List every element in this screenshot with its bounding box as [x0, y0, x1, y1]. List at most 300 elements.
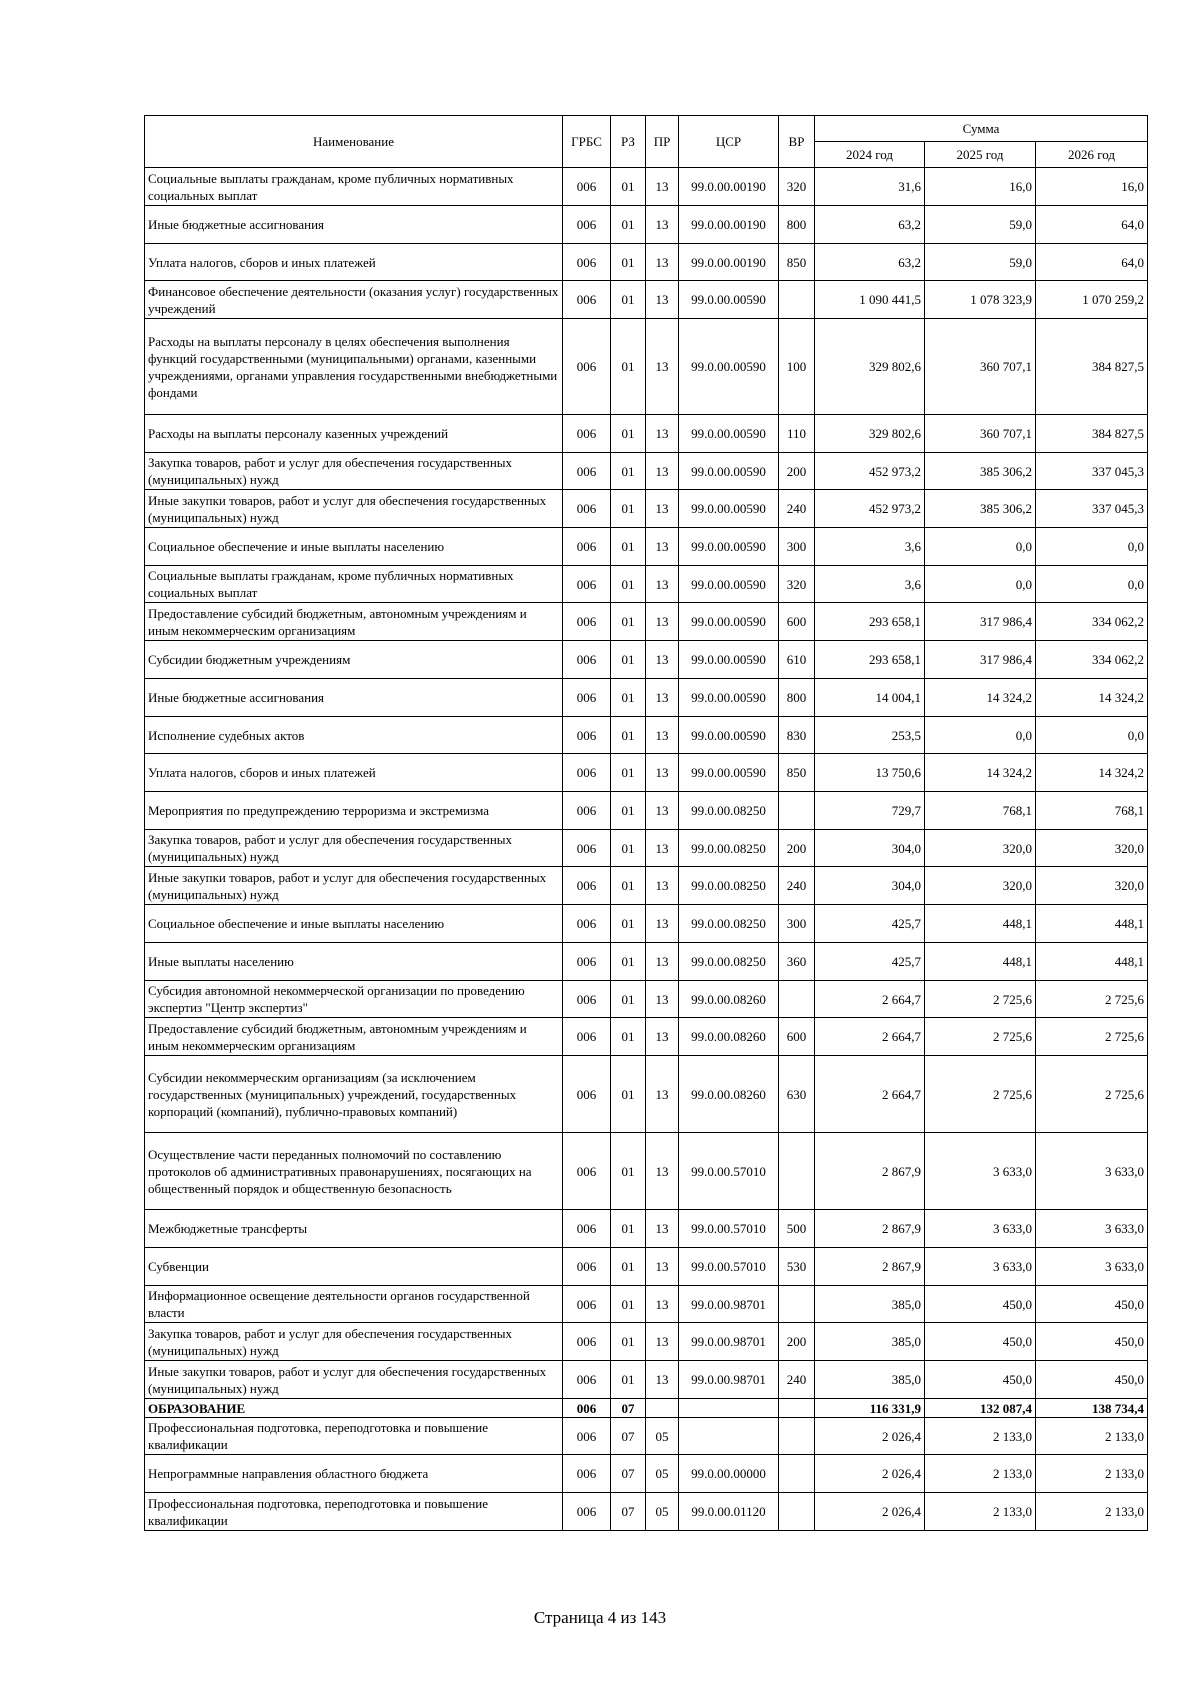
row-sum-2025: 450,0: [925, 1286, 1036, 1323]
row-sum-2024: 329 802,6: [815, 415, 925, 453]
row-csr: 99.0.00.00000: [679, 1455, 779, 1493]
row-sum-2026: 2 133,0: [1036, 1493, 1148, 1531]
row-csr: 99.0.00.00590: [679, 754, 779, 792]
row-sum-2026: 2 725,6: [1036, 1056, 1148, 1133]
table-row: [145, 603, 1148, 641]
row-grbs: 006: [563, 717, 611, 754]
row-grbs: 006: [563, 1418, 611, 1455]
row-sum-2025: 3 633,0: [925, 1248, 1036, 1286]
row-sum-2025: 59,0: [925, 206, 1036, 244]
header-vr: ВР: [779, 116, 815, 168]
row-csr: 99.0.00.00590: [679, 528, 779, 566]
row-rz: 01: [611, 1323, 646, 1361]
row-vr: [779, 1286, 815, 1323]
row-pr: 13: [646, 792, 679, 830]
row-name: Расходы на выплаты персоналу казенных учреждений: [145, 415, 563, 453]
row-name: Социальное обеспечение и иные выплаты населению: [145, 528, 563, 566]
row-csr: 99.0.00.00590: [679, 319, 779, 415]
row-vr: 600: [779, 603, 815, 641]
row-pr: 13: [646, 905, 679, 943]
table-row: [145, 206, 1148, 244]
table-body: [145, 168, 1148, 1531]
row-vr: 630: [779, 1056, 815, 1133]
row-sum-2024: 14 004,1: [815, 679, 925, 717]
row-sum-2026: 334 062,2: [1036, 641, 1148, 679]
row-pr: 13: [646, 528, 679, 566]
row-sum-2026: 450,0: [1036, 1286, 1148, 1323]
row-rz: 01: [611, 206, 646, 244]
row-sum-2025: 132 087,4: [925, 1399, 1036, 1418]
row-sum-2026: 0,0: [1036, 717, 1148, 754]
row-vr: 500: [779, 1210, 815, 1248]
row-sum-2024: 2 664,7: [815, 981, 925, 1018]
row-sum-2026: 450,0: [1036, 1323, 1148, 1361]
row-sum-2026: 2 725,6: [1036, 981, 1148, 1018]
row-rz: 01: [611, 528, 646, 566]
header-sum: Сумма: [815, 116, 1148, 142]
row-rz: 01: [611, 943, 646, 981]
row-sum-2024: 304,0: [815, 830, 925, 867]
row-name: Социальные выплаты гражданам, кроме публичных нормативных социальных выплат: [145, 168, 563, 206]
row-name: Уплата налогов, сборов и иных платежей: [145, 754, 563, 792]
row-csr: 99.0.00.08250: [679, 792, 779, 830]
row-sum-2024: 2 026,4: [815, 1493, 925, 1531]
table-header: [145, 116, 1148, 168]
table-row: [145, 754, 1148, 792]
row-sum-2025: 385 306,2: [925, 453, 1036, 490]
row-pr: 13: [646, 1248, 679, 1286]
row-name: Закупка товаров, работ и услуг для обеспечения государственных (муниципальных) нужд: [145, 830, 563, 867]
row-rz: 01: [611, 1133, 646, 1210]
row-sum-2024: 329 802,6: [815, 319, 925, 415]
table-row: [145, 1133, 1148, 1210]
row-sum-2025: 0,0: [925, 717, 1036, 754]
table-row: [145, 679, 1148, 717]
row-sum-2026: 0,0: [1036, 528, 1148, 566]
row-rz: 01: [611, 415, 646, 453]
row-grbs: 006: [563, 1210, 611, 1248]
table-row: [145, 867, 1148, 905]
row-csr: 99.0.00.00590: [679, 641, 779, 679]
row-vr: 200: [779, 1323, 815, 1361]
row-rz: 01: [611, 830, 646, 867]
row-rz: 01: [611, 319, 646, 415]
row-sum-2025: 385 306,2: [925, 490, 1036, 528]
row-grbs: 006: [563, 943, 611, 981]
row-vr: 110: [779, 415, 815, 453]
row-sum-2025: 1 078 323,9: [925, 281, 1036, 319]
row-rz: 01: [611, 754, 646, 792]
row-csr: 99.0.00.57010: [679, 1210, 779, 1248]
row-sum-2024: 2 664,7: [815, 1056, 925, 1133]
row-grbs: 006: [563, 1399, 611, 1418]
row-sum-2025: 3 633,0: [925, 1133, 1036, 1210]
row-vr: [779, 1493, 815, 1531]
row-sum-2025: 2 133,0: [925, 1455, 1036, 1493]
table-row: [145, 168, 1148, 206]
row-sum-2026: 0,0: [1036, 566, 1148, 603]
table-row: [145, 905, 1148, 943]
row-vr: 100: [779, 319, 815, 415]
row-name: Иные бюджетные ассигнования: [145, 679, 563, 717]
row-vr: 240: [779, 867, 815, 905]
row-csr: 99.0.00.98701: [679, 1323, 779, 1361]
row-sum-2024: 452 973,2: [815, 453, 925, 490]
row-vr: 320: [779, 168, 815, 206]
row-grbs: 006: [563, 641, 611, 679]
row-vr: 200: [779, 453, 815, 490]
row-name: Осуществление части переданных полномочий по составлению протоколов об административных правонарушениях, посягающих на общественный порядок и общественную безопасность: [145, 1133, 563, 1210]
row-vr: 800: [779, 206, 815, 244]
row-sum-2024: 2 867,9: [815, 1210, 925, 1248]
table-row: [145, 1018, 1148, 1056]
row-sum-2025: 317 986,4: [925, 603, 1036, 641]
row-rz: 01: [611, 168, 646, 206]
row-pr: 13: [646, 1018, 679, 1056]
row-sum-2024: 293 658,1: [815, 641, 925, 679]
row-csr: 99.0.00.08250: [679, 905, 779, 943]
row-csr: 99.0.00.00590: [679, 453, 779, 490]
row-sum-2024: 425,7: [815, 905, 925, 943]
row-sum-2026: 1 070 259,2: [1036, 281, 1148, 319]
row-sum-2024: 385,0: [815, 1286, 925, 1323]
row-grbs: 006: [563, 867, 611, 905]
row-sum-2026: 3 633,0: [1036, 1248, 1148, 1286]
row-sum-2025: 0,0: [925, 528, 1036, 566]
row-sum-2024: 63,2: [815, 244, 925, 281]
row-pr: 13: [646, 641, 679, 679]
row-sum-2025: 2 133,0: [925, 1493, 1036, 1531]
row-rz: 01: [611, 1056, 646, 1133]
row-rz: 01: [611, 717, 646, 754]
table-row: [145, 943, 1148, 981]
row-name: Субвенции: [145, 1248, 563, 1286]
row-pr: 13: [646, 453, 679, 490]
row-rz: 01: [611, 244, 646, 281]
row-grbs: 006: [563, 281, 611, 319]
row-grbs: 006: [563, 981, 611, 1018]
row-csr: 99.0.00.57010: [679, 1133, 779, 1210]
row-grbs: 006: [563, 1286, 611, 1323]
row-sum-2025: 360 707,1: [925, 415, 1036, 453]
row-pr: 13: [646, 867, 679, 905]
row-sum-2026: 450,0: [1036, 1361, 1148, 1399]
row-sum-2026: 2 725,6: [1036, 1018, 1148, 1056]
table-row: [145, 981, 1148, 1018]
row-vr: 850: [779, 244, 815, 281]
row-grbs: 006: [563, 1455, 611, 1493]
row-name: Закупка товаров, работ и услуг для обеспечения государственных (муниципальных) нужд: [145, 1323, 563, 1361]
row-sum-2025: 0,0: [925, 566, 1036, 603]
row-sum-2024: 385,0: [815, 1323, 925, 1361]
row-pr: 13: [646, 717, 679, 754]
row-grbs: 006: [563, 528, 611, 566]
table-row: [145, 1418, 1148, 1455]
row-vr: [779, 1418, 815, 1455]
row-sum-2025: 2 725,6: [925, 981, 1036, 1018]
row-name: Иные бюджетные ассигнования: [145, 206, 563, 244]
row-name: Иные закупки товаров, работ и услуг для обеспечения государственных (муниципальных) нужд: [145, 1361, 563, 1399]
row-pr: 13: [646, 415, 679, 453]
row-csr: 99.0.00.08250: [679, 867, 779, 905]
row-sum-2025: 317 986,4: [925, 641, 1036, 679]
row-sum-2026: 16,0: [1036, 168, 1148, 206]
row-vr: [779, 981, 815, 1018]
row-sum-2024: 3,6: [815, 566, 925, 603]
table-row: [145, 717, 1148, 754]
row-name: Закупка товаров, работ и услуг для обеспечения государственных (муниципальных) нужд: [145, 453, 563, 490]
row-rz: 01: [611, 641, 646, 679]
row-name: Иные выплаты населению: [145, 943, 563, 981]
row-sum-2025: 768,1: [925, 792, 1036, 830]
row-grbs: 006: [563, 1056, 611, 1133]
row-vr: 240: [779, 490, 815, 528]
table-row: [145, 453, 1148, 490]
row-grbs: 006: [563, 206, 611, 244]
row-sum-2024: 385,0: [815, 1361, 925, 1399]
row-pr: 13: [646, 1210, 679, 1248]
row-vr: 610: [779, 641, 815, 679]
row-sum-2024: 3,6: [815, 528, 925, 566]
row-name: Мероприятия по предупреждению терроризма и экстремизма: [145, 792, 563, 830]
row-rz: 07: [611, 1493, 646, 1531]
row-sum-2025: 3 633,0: [925, 1210, 1036, 1248]
row-sum-2026: 2 133,0: [1036, 1418, 1148, 1455]
row-grbs: 006: [563, 1493, 611, 1531]
row-name: ОБРАЗОВАНИЕ: [145, 1399, 563, 1418]
row-csr: 99.0.00.98701: [679, 1361, 779, 1399]
row-sum-2024: 116 331,9: [815, 1399, 925, 1418]
table-row: [145, 1399, 1148, 1418]
row-pr: 13: [646, 754, 679, 792]
row-sum-2026: 334 062,2: [1036, 603, 1148, 641]
row-pr: 05: [646, 1493, 679, 1531]
header-pr: ПР: [646, 116, 679, 168]
row-name: Субсидия автономной некоммерческой организации по проведению экспертиз "Центр экспертиз": [145, 981, 563, 1018]
row-sum-2026: 320,0: [1036, 830, 1148, 867]
row-grbs: 006: [563, 603, 611, 641]
row-pr: 13: [646, 490, 679, 528]
row-vr: [779, 1455, 815, 1493]
row-sum-2024: 729,7: [815, 792, 925, 830]
row-pr: 13: [646, 981, 679, 1018]
row-grbs: 006: [563, 453, 611, 490]
row-grbs: 006: [563, 1018, 611, 1056]
row-name: Межбюджетные трансферты: [145, 1210, 563, 1248]
row-sum-2025: 14 324,2: [925, 754, 1036, 792]
row-sum-2025: 59,0: [925, 244, 1036, 281]
header-year-2025: 2025 год: [925, 142, 1036, 168]
table-row: [145, 1361, 1148, 1399]
row-vr: 200: [779, 830, 815, 867]
row-rz: 01: [611, 1286, 646, 1323]
row-sum-2026: 138 734,4: [1036, 1399, 1148, 1418]
row-pr: 13: [646, 1361, 679, 1399]
row-pr: 13: [646, 281, 679, 319]
row-name: Профессиональная подготовка, переподготовка и повышение квалификации: [145, 1418, 563, 1455]
row-sum-2025: 2 725,6: [925, 1056, 1036, 1133]
row-pr: 13: [646, 603, 679, 641]
row-name: Расходы на выплаты персоналу в целях обеспечения выполнения функций государственными (муниципальными) органами, казенными учреждениями, органами управления государственными внебюджетными фондами: [145, 319, 563, 415]
row-csr: [679, 1399, 779, 1418]
row-csr: 99.0.00.00190: [679, 168, 779, 206]
row-rz: 01: [611, 981, 646, 1018]
row-rz: 07: [611, 1455, 646, 1493]
row-sum-2026: 14 324,2: [1036, 679, 1148, 717]
row-grbs: 006: [563, 792, 611, 830]
row-rz: 01: [611, 905, 646, 943]
row-csr: 99.0.00.08260: [679, 1018, 779, 1056]
row-name: Уплата налогов, сборов и иных платежей: [145, 244, 563, 281]
row-name: Непрограммные направления областного бюджета: [145, 1455, 563, 1493]
page-number: Страница 4 из 143: [533, 1608, 667, 1627]
row-rz: 01: [611, 792, 646, 830]
row-name: Иные закупки товаров, работ и услуг для обеспечения государственных (муниципальных) нужд: [145, 867, 563, 905]
row-grbs: 006: [563, 168, 611, 206]
row-grbs: 006: [563, 319, 611, 415]
row-grbs: 006: [563, 490, 611, 528]
row-pr: 13: [646, 830, 679, 867]
row-rz: 01: [611, 679, 646, 717]
table-row: [145, 319, 1148, 415]
row-sum-2026: 448,1: [1036, 943, 1148, 981]
row-sum-2026: 337 045,3: [1036, 453, 1148, 490]
row-rz: 01: [611, 453, 646, 490]
row-sum-2024: 13 750,6: [815, 754, 925, 792]
row-vr: 800: [779, 679, 815, 717]
table-row: [145, 1286, 1148, 1323]
row-pr: 13: [646, 244, 679, 281]
row-pr: 05: [646, 1455, 679, 1493]
row-sum-2026: 3 633,0: [1036, 1133, 1148, 1210]
row-rz: 01: [611, 1248, 646, 1286]
table-row: [145, 1248, 1148, 1286]
row-name: Предоставление субсидий бюджетным, автономным учреждениям и иным некоммерческим организациям: [145, 1018, 563, 1056]
row-vr: [779, 792, 815, 830]
row-sum-2024: 452 973,2: [815, 490, 925, 528]
row-vr: [779, 281, 815, 319]
row-sum-2025: 16,0: [925, 168, 1036, 206]
row-grbs: 006: [563, 830, 611, 867]
row-name: Предоставление субсидий бюджетным, автономным учреждениям и иным некоммерческим организациям: [145, 603, 563, 641]
table-row: [145, 244, 1148, 281]
row-csr: 99.0.00.08250: [679, 943, 779, 981]
row-csr: 99.0.00.08250: [679, 830, 779, 867]
row-name: Исполнение судебных актов: [145, 717, 563, 754]
row-sum-2026: 3 633,0: [1036, 1210, 1148, 1248]
row-sum-2026: 384 827,5: [1036, 319, 1148, 415]
row-sum-2024: 425,7: [815, 943, 925, 981]
row-csr: 99.0.00.98701: [679, 1286, 779, 1323]
row-rz: 01: [611, 1018, 646, 1056]
table-row: [145, 792, 1148, 830]
row-rz: 01: [611, 867, 646, 905]
row-vr: 360: [779, 943, 815, 981]
row-grbs: 006: [563, 754, 611, 792]
row-csr: 99.0.00.00590: [679, 603, 779, 641]
row-sum-2026: 384 827,5: [1036, 415, 1148, 453]
table-row: [145, 415, 1148, 453]
budget-table: [144, 115, 1148, 1531]
row-vr: 850: [779, 754, 815, 792]
row-grbs: 006: [563, 415, 611, 453]
row-grbs: 006: [563, 566, 611, 603]
row-sum-2026: 2 133,0: [1036, 1455, 1148, 1493]
row-rz: 01: [611, 603, 646, 641]
row-sum-2025: 2 133,0: [925, 1418, 1036, 1455]
table-row: [145, 490, 1148, 528]
row-sum-2026: 64,0: [1036, 244, 1148, 281]
table-row: [145, 1056, 1148, 1133]
row-vr: 240: [779, 1361, 815, 1399]
table-row: [145, 528, 1148, 566]
row-csr: 99.0.00.00190: [679, 244, 779, 281]
row-name: Финансовое обеспечение деятельности (оказания услуг) государственных учреждений: [145, 281, 563, 319]
header-rz: РЗ: [611, 116, 646, 168]
row-sum-2025: 450,0: [925, 1361, 1036, 1399]
row-csr: 99.0.00.01120: [679, 1493, 779, 1531]
row-sum-2024: 2 026,4: [815, 1455, 925, 1493]
row-pr: 13: [646, 1286, 679, 1323]
row-sum-2026: 768,1: [1036, 792, 1148, 830]
row-pr: 13: [646, 566, 679, 603]
row-vr: 830: [779, 717, 815, 754]
header-name: Наименование: [145, 116, 563, 168]
table-row: [145, 566, 1148, 603]
row-vr: [779, 1399, 815, 1418]
row-sum-2024: 293 658,1: [815, 603, 925, 641]
row-grbs: 006: [563, 244, 611, 281]
row-pr: 13: [646, 168, 679, 206]
table-row: [145, 1210, 1148, 1248]
table-row: [145, 281, 1148, 319]
row-sum-2024: 304,0: [815, 867, 925, 905]
row-pr: 13: [646, 679, 679, 717]
row-pr: 13: [646, 206, 679, 244]
row-vr: 300: [779, 905, 815, 943]
row-sum-2026: 14 324,2: [1036, 754, 1148, 792]
row-rz: 07: [611, 1399, 646, 1418]
row-sum-2025: 2 725,6: [925, 1018, 1036, 1056]
row-csr: 99.0.00.08260: [679, 1056, 779, 1133]
row-csr: 99.0.00.00590: [679, 490, 779, 528]
row-sum-2024: 2 867,9: [815, 1248, 925, 1286]
row-csr: 99.0.00.00190: [679, 206, 779, 244]
row-csr: 99.0.00.00590: [679, 566, 779, 603]
row-sum-2024: 2 867,9: [815, 1133, 925, 1210]
row-pr: 05: [646, 1418, 679, 1455]
table-row: [145, 1455, 1148, 1493]
row-vr: 320: [779, 566, 815, 603]
row-rz: 07: [611, 1418, 646, 1455]
table-row: [145, 641, 1148, 679]
row-csr: 99.0.00.00590: [679, 281, 779, 319]
row-sum-2026: 448,1: [1036, 905, 1148, 943]
header-grbs: ГРБС: [563, 116, 611, 168]
table-row: [145, 1493, 1148, 1531]
row-name: Социальное обеспечение и иные выплаты населению: [145, 905, 563, 943]
row-name: Профессиональная подготовка, переподготовка и повышение квалификации: [145, 1493, 563, 1531]
row-rz: 01: [611, 1361, 646, 1399]
row-sum-2026: 337 045,3: [1036, 490, 1148, 528]
row-name: Иные закупки товаров, работ и услуг для обеспечения государственных (муниципальных) нужд: [145, 490, 563, 528]
header-year-2024: 2024 год: [815, 142, 925, 168]
row-sum-2024: 2 026,4: [815, 1418, 925, 1455]
header-csr: ЦСР: [679, 116, 779, 168]
row-csr: 99.0.00.08260: [679, 981, 779, 1018]
row-grbs: 006: [563, 679, 611, 717]
header-year-2026: 2026 год: [1036, 142, 1148, 168]
